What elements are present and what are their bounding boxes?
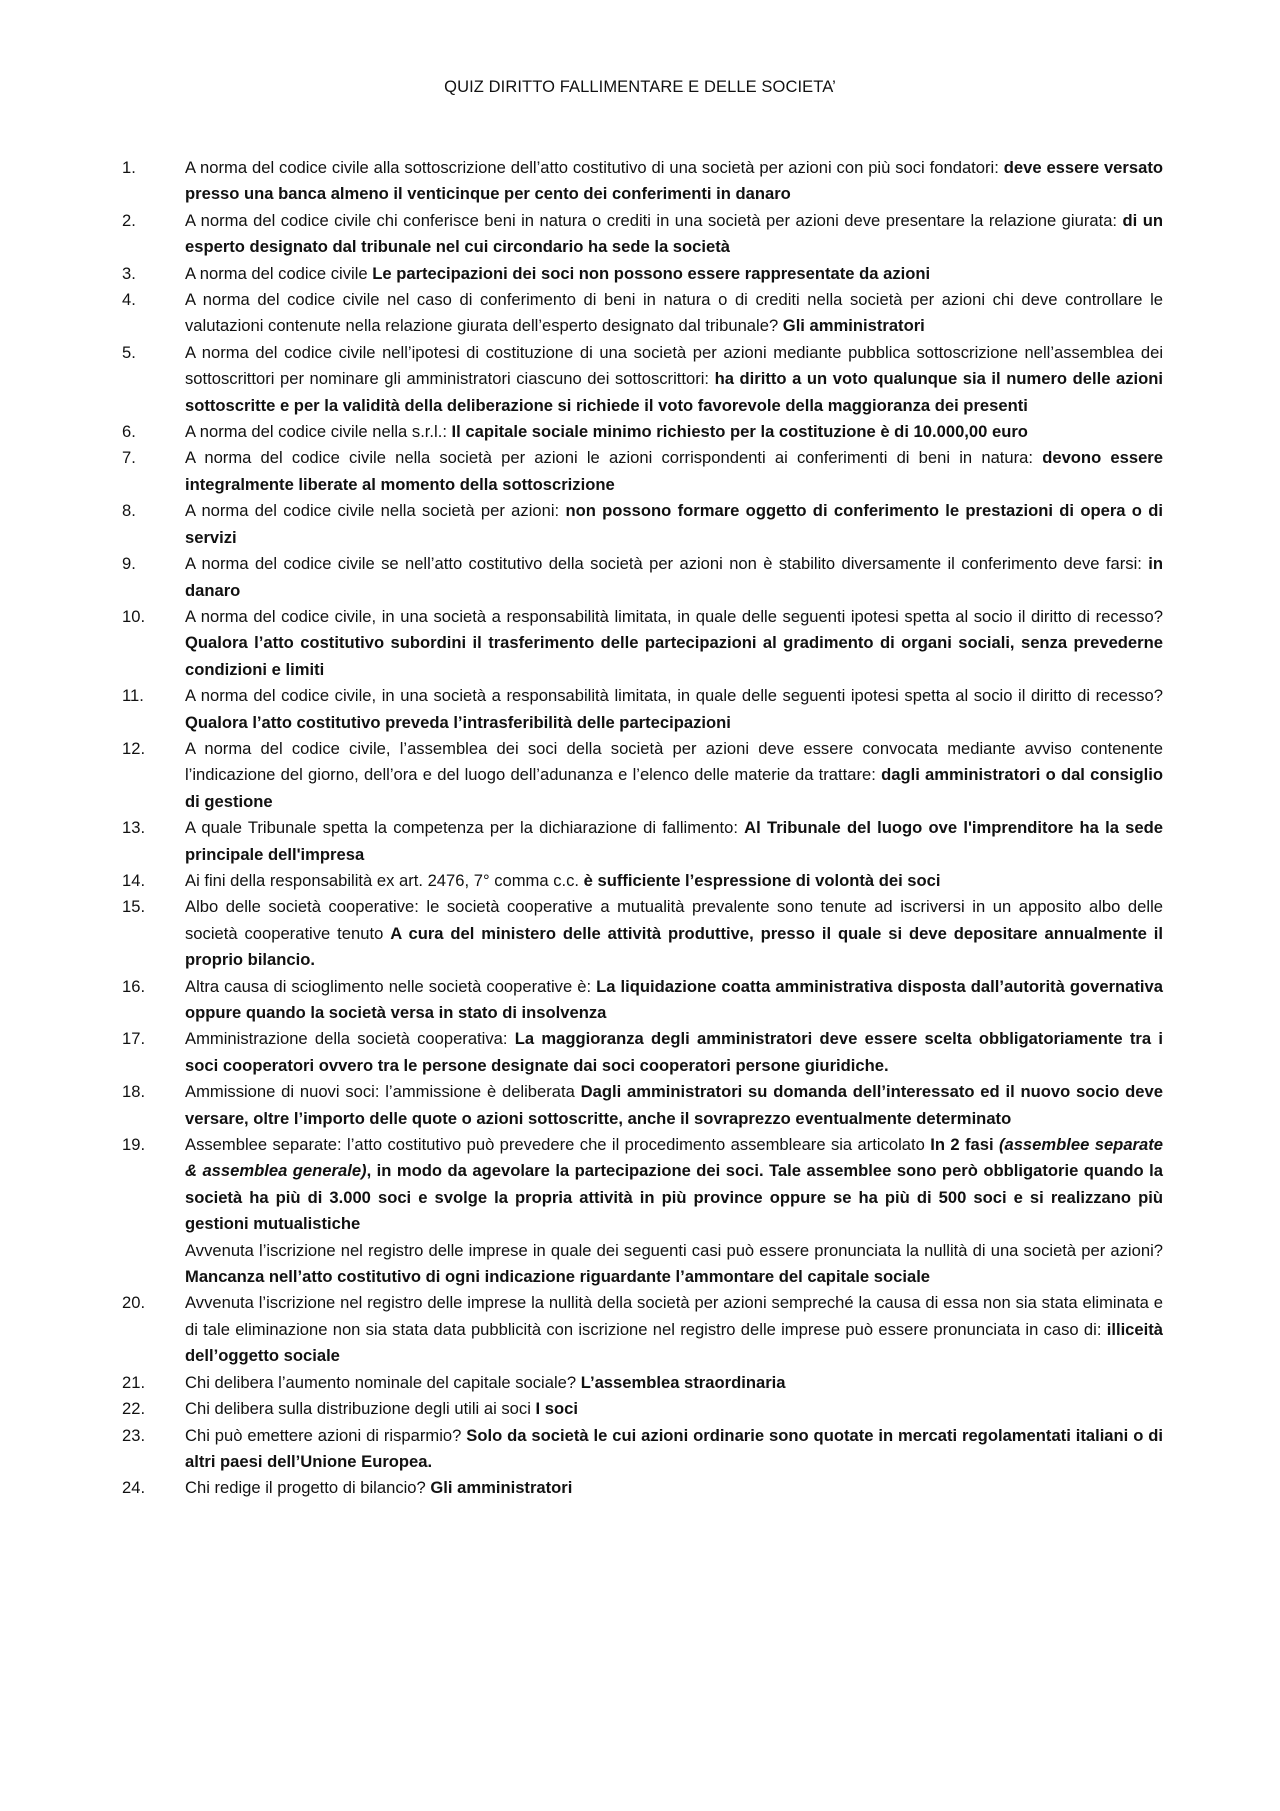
item-number: 4. [122, 290, 136, 310]
answer-text: Al Tribunale del luogo ove l'imprenditore ha la sede principale dell'impresa [185, 818, 1164, 864]
question-text: Altra causa di scioglimento nelle società cooperative è: [185, 976, 597, 996]
item-number: 1. [122, 158, 136, 177]
item-number: 17. [122, 1029, 146, 1049]
question-text: Avvenuta l’iscrizione nel registro delle imprese la nullità della società per azioni sempreché la causa di essa non sia stata eliminata e di tale eliminazione non sia stata data pubblicità con iscrizione nel registro delle imprese può essere pronunciata in caso di: [185, 1293, 1163, 1339]
item-number: 7. [122, 448, 136, 468]
answer-text: Mancanza nell’atto costitutivo di ogni indicazione riguardante l’ammontare del capitale sociale [185, 1267, 931, 1287]
quiz-item [118, 1475, 1163, 1501]
answer-text: Qualora l’atto costitutivo preveda l’intrasferibilità delle partecipazioni [185, 712, 731, 732]
item-number: 8. [122, 501, 136, 521]
quiz-item [118, 261, 1163, 287]
question-text: A norma del codice civile, l’assemblea dei soci della società per azioni deve essere convocata mediante avviso contenente l’indicazione del giorno, dell’ora e del luogo dell’adunanza e l’elenco delle materie da trattare: [185, 738, 1163, 785]
quiz-item [118, 815, 1163, 868]
item-number: 16. [122, 976, 146, 996]
item-number: 6. [122, 422, 136, 442]
question-text: A norma del codice civile, in una società a responsabilità limitata, in quale delle seguenti ipotesi spetta al socio il diritto di recesso? [185, 606, 1163, 626]
item-number: 9. [122, 554, 136, 574]
item-number: 22. [122, 1399, 146, 1419]
quiz-item [118, 551, 1163, 604]
item-number: 11. [122, 686, 144, 706]
page-title: QUIZ DIRITTO FALLIMENTARE E DELLE SOCIETA’ [444, 78, 836, 96]
item-number: 13. [122, 818, 146, 838]
question-text: Chi redige il progetto di bilancio? [185, 1478, 431, 1498]
question-text: A norma del codice civile nel caso di conferimento di beni in natura o di crediti nella società per azioni chi deve controllare le valutazioni contenute nella relazione giurata dell’esperto designato dal tribunale? [185, 290, 1163, 336]
answer-text: ha diritto a un voto qualunque sia il numero delle azioni sottoscritte e per la validità della deliberazione si richiede il voto favorevole della maggioranza dei presenti [185, 369, 1164, 415]
item-number: 12. [122, 738, 146, 758]
question-text: A norma del codice civile alla sottoscrizione dell’atto costitutivo di una società per azioni con più soci fondatori: [185, 158, 1004, 177]
item-number: 24. [122, 1478, 146, 1498]
quiz-item [118, 868, 1163, 894]
answer-text: La liquidazione coatta amministrativa disposta dall’autorità governativa oppure quando la società versa in stato di insolvenza [185, 976, 1163, 1022]
quiz-item [118, 1370, 1163, 1396]
question-text: A norma del codice civile nella società per azioni: [185, 501, 566, 521]
answer-text: Qualora l’atto costitutivo subordini il trasferimento delle partecipazioni al gradimento di organi sociali, senza prevederne condizioni e limiti [185, 633, 1163, 679]
quiz-item [118, 1132, 1163, 1238]
answer-text: devono essere integralmente liberate al momento della sottoscrizione [185, 448, 1163, 494]
quiz-item [118, 287, 1163, 340]
answer-text: I soci [535, 1399, 578, 1419]
quiz-item [118, 736, 1163, 815]
item-number: 2. [122, 210, 136, 230]
answer-text: La maggioranza degli amministratori deve essere scelta obbligatoriamente tra i soci cooperatori ovvero tra le persone designate dai soci cooperatori persone giuridiche. [185, 1029, 1163, 1075]
quiz-item [118, 894, 1163, 973]
answer-text: Solo da società le cui azioni ordinarie sono quotate in mercati regolamentati italiani o di altri paesi dell’Unione Europea. [185, 1425, 1163, 1471]
quiz-item [118, 1238, 1163, 1291]
quiz-item [118, 419, 1163, 445]
question-text: Ai fini della responsabilità ex art. 2476, 7° comma c.c. [185, 870, 584, 890]
answer-text: L’assemblea straordinaria [580, 1372, 786, 1392]
quiz-item [118, 1026, 1163, 1079]
question-text: A norma del codice civile [185, 263, 373, 283]
item-number: 5. [122, 342, 136, 362]
question-text: Avvenuta l’iscrizione nel registro delle imprese in quale dei seguenti casi può essere pronunciata la nullità di una società per azioni? [185, 1240, 1163, 1260]
item-number: 19. [122, 1135, 146, 1155]
item-number: 20. [122, 1293, 146, 1313]
item-number: 10. [122, 606, 146, 626]
question-text: Assemblee separate: l’atto costitutivo può prevedere che il procedimento assembleare sia articolato [185, 1135, 931, 1155]
answer-text: dagli amministratori o dal consiglio di gestione [185, 765, 1163, 811]
answer-text: Gli amministratori [782, 316, 925, 336]
quiz-item [118, 1423, 1163, 1476]
question-text: Chi delibera sulla distribuzione degli utili ai soci [185, 1399, 536, 1419]
item-number: 23. [122, 1425, 146, 1445]
question-text: A norma del codice civile se nell’atto costitutivo della società per azioni non è stabilito diversamente il conferimento deve farsi: [185, 554, 1149, 574]
answer-text: Gli amministratori [430, 1478, 573, 1498]
quiz-item [118, 1290, 1163, 1369]
quiz-item [118, 498, 1163, 551]
answer-text: è sufficiente l’espressione di volontà dei soci [583, 870, 941, 890]
question-text: Amministrazione della società cooperativa: [185, 1029, 515, 1049]
answer-text-continued: , in modo da agevolare la partecipazione dei soci. Tale assemblee sono però obbligatorie quando la società ha più di 3.000 soci e svolge la propria attività in più province oppure se ha più di 500 soci e si realizzano più gestioni mutualistiche [185, 1161, 1164, 1234]
quiz-item [118, 604, 1163, 683]
answer-text: A cura del ministero delle attività produttive, presso il quale si deve depositare annualmente il proprio bilancio. [185, 923, 1163, 970]
item-number: 15. [122, 897, 146, 917]
question-text: A quale Tribunale spetta la competenza per la dichiarazione di fallimento: [185, 818, 745, 838]
quiz-item [118, 155, 1163, 208]
question-text: Chi può emettere azioni di risparmio? [185, 1425, 467, 1445]
item-number: 21. [122, 1372, 146, 1392]
quiz-item [118, 1079, 1163, 1132]
answer-italic-text: (assemblee separate & assemblea generale) [185, 1135, 1163, 1181]
question-text: A norma del codice civile nell’ipotesi di costituzione di una società per azioni mediante pubblica sottoscrizione nell’assemblea dei sottoscrittori per nominare gli amministratori ciascuno dei sottoscrittori: [185, 342, 1163, 389]
answer-text: Le partecipazioni dei soci non possono essere rappresentate da azioni [372, 263, 931, 283]
answer-text: deve essere versato presso una banca almeno il venticinque per cento dei conferimenti in danaro [185, 158, 1163, 204]
answer-text: Dagli amministratori su domanda dell’interessato ed il nuovo socio deve versare, oltre l’importo delle quote o azioni sottoscritte, anche il sovraprezzo eventualmente determinato [185, 1082, 1163, 1128]
answer-text: illiceità dell’oggetto sociale [185, 1319, 1163, 1366]
question-text: Ammissione di nuovi soci: l’ammissione è deliberata [185, 1082, 581, 1102]
answer-text: non possono formare oggetto di conferimento le prestazioni di opera o di servizi [185, 501, 1163, 547]
quiz-item [118, 974, 1163, 1027]
question-text: Chi delibera l’aumento nominale del capitale sociale? [185, 1372, 581, 1392]
quiz-item [118, 1396, 1163, 1422]
quiz-item [118, 208, 1163, 261]
answer-text: di un esperto designato dal tribunale nel cui circondario ha sede la società [185, 210, 1163, 257]
quiz-item [118, 683, 1163, 736]
item-number: 3. [122, 263, 136, 283]
quiz-item [118, 340, 1163, 419]
question-text: Albo delle società cooperative: le società cooperative a mutualità prevalente sono tenute ad iscriversi in un apposito albo delle società cooperative tenuto [185, 897, 1163, 943]
question-text: A norma del codice civile chi conferisce beni in natura o crediti in una società per azioni deve presentare la relazione giurata: [185, 210, 1123, 230]
answer-text: In 2 fasi [930, 1135, 999, 1155]
question-text: A norma del codice civile, in una società a responsabilità limitata, in quale delle seguenti ipotesi spetta al socio il diritto di recesso? [185, 686, 1163, 706]
question-text: A norma del codice civile nella s.r.l.: [185, 422, 452, 442]
answer-text: Il capitale sociale minimo richiesto per la costituzione è di 10.000,00 euro [451, 422, 1028, 442]
item-number: 18. [122, 1082, 146, 1102]
question-text: A norma del codice civile nella società per azioni le azioni corrispondenti ai conferimenti di beni in natura: [185, 448, 1043, 468]
answer-text: in danaro [185, 554, 1163, 600]
quiz-item [118, 445, 1163, 498]
quiz-list [118, 155, 1163, 1502]
item-number: 14. [122, 870, 146, 890]
